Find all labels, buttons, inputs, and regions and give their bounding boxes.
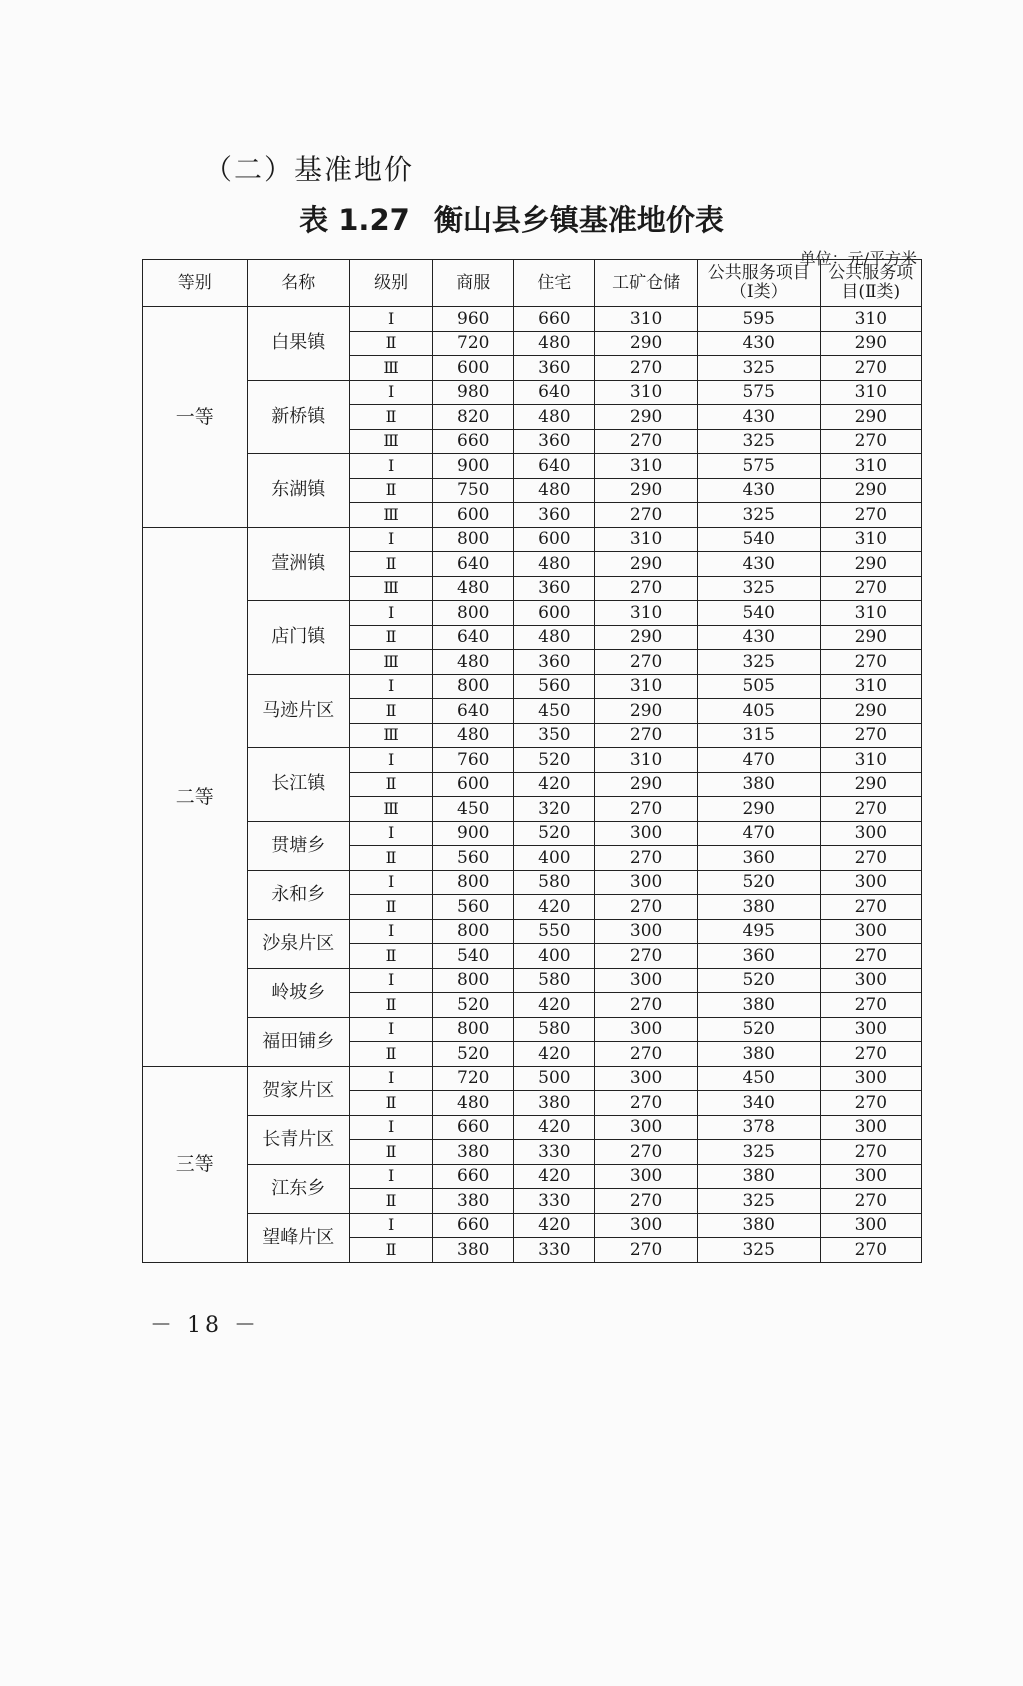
residential-price-cell: 400 [514,846,595,871]
public-service-1-price-cell: 325 [697,503,820,528]
industrial-price-cell: 310 [595,454,697,479]
public-service-2-price-cell: 290 [820,331,921,356]
industrial-price-cell: 290 [595,405,697,430]
level-cell: Ⅱ [350,1238,433,1263]
residential-price-cell: 520 [514,821,595,846]
commercial-price-cell: 800 [433,1017,514,1042]
industrial-price-cell: 300 [595,1066,697,1091]
industrial-price-cell: 310 [595,674,697,699]
commercial-price-cell: 600 [433,772,514,797]
header-public-service-1: 公共服务项目（Ⅰ类） [697,260,820,307]
town-name-cell: 长青片区 [247,1115,349,1164]
industrial-price-cell: 290 [595,625,697,650]
residential-price-cell: 580 [514,968,595,993]
residential-price-cell: 360 [514,356,595,381]
public-service-2-price-cell: 310 [820,748,921,773]
public-service-1-price-cell: 325 [697,650,820,675]
commercial-price-cell: 720 [433,1066,514,1091]
level-cell: Ⅰ [350,1066,433,1091]
level-cell: Ⅱ [350,1042,433,1067]
public-service-1-price-cell: 430 [697,552,820,577]
public-service-1-price-cell: 360 [697,846,820,871]
public-service-2-price-cell: 310 [820,380,921,405]
land-price-table [142,259,922,1263]
residential-price-cell: 420 [514,993,595,1018]
level-cell: Ⅱ [350,552,433,577]
commercial-price-cell: 560 [433,895,514,920]
commercial-price-cell: 800 [433,674,514,699]
industrial-price-cell: 300 [595,870,697,895]
public-service-2-price-cell: 270 [820,797,921,822]
industrial-price-cell: 310 [595,307,697,332]
header-public-service-2: 公共服务项目(Ⅱ类) [820,260,921,307]
header-row [143,260,922,307]
table-row [143,380,922,405]
industrial-price-cell: 290 [595,772,697,797]
residential-price-cell: 420 [514,1115,595,1140]
town-name-cell: 岭坡乡 [247,968,349,1017]
table-row [143,748,922,773]
commercial-price-cell: 660 [433,1213,514,1238]
residential-price-cell: 360 [514,576,595,601]
industrial-price-cell: 300 [595,821,697,846]
public-service-1-price-cell: 540 [697,601,820,626]
public-service-2-price-cell: 270 [820,576,921,601]
public-service-1-price-cell: 430 [697,625,820,650]
public-service-1-price-cell: 405 [697,699,820,724]
public-service-2-price-cell: 270 [820,993,921,1018]
level-cell: Ⅰ [350,1017,433,1042]
level-cell: Ⅲ [350,797,433,822]
public-service-1-price-cell: 495 [697,919,820,944]
public-service-1-price-cell: 380 [697,895,820,920]
public-service-2-price-cell: 290 [820,772,921,797]
public-service-2-price-cell: 290 [820,552,921,577]
level-cell: Ⅰ [350,1164,433,1189]
public-service-1-price-cell: 520 [697,1017,820,1042]
industrial-price-cell: 270 [595,797,697,822]
table-title [0,198,1023,239]
industrial-price-cell: 270 [595,503,697,528]
residential-price-cell: 330 [514,1140,595,1165]
public-service-1-price-cell: 380 [697,1213,820,1238]
commercial-price-cell: 800 [433,968,514,993]
public-service-1-price-cell: 430 [697,478,820,503]
level-cell: Ⅱ [350,331,433,356]
public-service-1-price-cell: 325 [697,1238,820,1263]
table-row [143,821,922,846]
town-name-cell: 望峰片区 [247,1213,349,1262]
public-service-2-price-cell: 310 [820,527,921,552]
public-service-2-price-cell: 310 [820,674,921,699]
town-name-cell: 贺家片区 [247,1066,349,1115]
table-row [143,307,922,332]
table-row [143,1066,922,1091]
commercial-price-cell: 560 [433,846,514,871]
table-row [143,1164,922,1189]
industrial-price-cell: 270 [595,429,697,454]
public-service-2-price-cell: 300 [820,1164,921,1189]
commercial-price-cell: 600 [433,356,514,381]
public-service-1-price-cell: 325 [697,429,820,454]
public-service-1-price-cell: 360 [697,944,820,969]
residential-price-cell: 480 [514,478,595,503]
public-service-2-price-cell: 290 [820,699,921,724]
industrial-price-cell: 300 [595,1017,697,1042]
table-row [143,674,922,699]
industrial-price-cell: 290 [595,699,697,724]
commercial-price-cell: 800 [433,919,514,944]
commercial-price-cell: 450 [433,797,514,822]
industrial-price-cell: 270 [595,1091,697,1116]
level-cell: Ⅱ [350,1189,433,1214]
industrial-price-cell: 270 [595,1042,697,1067]
public-service-2-price-cell: 270 [820,944,921,969]
industrial-price-cell: 270 [595,1189,697,1214]
residential-price-cell: 640 [514,380,595,405]
residential-price-cell: 480 [514,625,595,650]
level-cell: Ⅱ [350,1091,433,1116]
residential-price-cell: 380 [514,1091,595,1116]
table-row [143,527,922,552]
public-service-1-price-cell: 540 [697,527,820,552]
industrial-price-cell: 300 [595,1213,697,1238]
public-service-2-price-cell: 310 [820,307,921,332]
industrial-price-cell: 270 [595,723,697,748]
public-service-1-price-cell: 315 [697,723,820,748]
public-service-2-price-cell: 270 [820,1042,921,1067]
table-row [143,454,922,479]
public-service-2-price-cell: 270 [820,723,921,748]
header-tier: 等别 [143,260,248,307]
tier-cell: 二等 [143,527,248,1066]
public-service-2-price-cell: 270 [820,1189,921,1214]
industrial-price-cell: 290 [595,478,697,503]
header-name: 名称 [247,260,349,307]
public-service-2-price-cell: 300 [820,870,921,895]
residential-price-cell: 600 [514,527,595,552]
commercial-price-cell: 640 [433,699,514,724]
commercial-price-cell: 720 [433,331,514,356]
public-service-2-price-cell: 310 [820,601,921,626]
commercial-price-cell: 380 [433,1238,514,1263]
industrial-price-cell: 300 [595,968,697,993]
table-row [143,919,922,944]
level-cell: Ⅰ [350,870,433,895]
residential-price-cell: 420 [514,895,595,920]
industrial-price-cell: 270 [595,846,697,871]
table-title-text: 衡山县乡镇基准地价表 [433,203,724,237]
level-cell: Ⅱ [350,699,433,724]
public-service-2-price-cell: 270 [820,356,921,381]
residential-price-cell: 360 [514,429,595,454]
public-service-2-price-cell: 310 [820,454,921,479]
town-name-cell: 沙泉片区 [247,919,349,968]
level-cell: Ⅱ [350,944,433,969]
commercial-price-cell: 480 [433,1091,514,1116]
commercial-price-cell: 800 [433,601,514,626]
commercial-price-cell: 600 [433,503,514,528]
level-cell: Ⅰ [350,307,433,332]
town-name-cell: 马迹片区 [247,674,349,748]
commercial-price-cell: 660 [433,429,514,454]
public-service-1-price-cell: 380 [697,993,820,1018]
commercial-price-cell: 380 [433,1140,514,1165]
public-service-2-price-cell: 300 [820,1115,921,1140]
public-service-1-price-cell: 380 [697,1042,820,1067]
level-cell: Ⅰ [350,1115,433,1140]
public-service-2-price-cell: 300 [820,919,921,944]
residential-price-cell: 450 [514,699,595,724]
industrial-price-cell: 270 [595,1238,697,1263]
town-name-cell: 店门镇 [247,601,349,675]
residential-price-cell: 550 [514,919,595,944]
level-cell: Ⅱ [350,405,433,430]
level-cell: Ⅰ [350,748,433,773]
town-name-cell: 江东乡 [247,1164,349,1213]
residential-price-cell: 560 [514,674,595,699]
commercial-price-cell: 540 [433,944,514,969]
table-row [143,870,922,895]
commercial-price-cell: 520 [433,1042,514,1067]
public-service-2-price-cell: 270 [820,1140,921,1165]
industrial-price-cell: 270 [595,895,697,920]
public-service-2-price-cell: 300 [820,968,921,993]
commercial-price-cell: 660 [433,1164,514,1189]
public-service-1-price-cell: 450 [697,1066,820,1091]
residential-price-cell: 520 [514,748,595,773]
public-service-1-price-cell: 340 [697,1091,820,1116]
commercial-price-cell: 960 [433,307,514,332]
public-service-2-price-cell: 270 [820,503,921,528]
industrial-price-cell: 300 [595,919,697,944]
level-cell: Ⅰ [350,380,433,405]
industrial-price-cell: 310 [595,527,697,552]
public-service-1-price-cell: 575 [697,380,820,405]
residential-price-cell: 500 [514,1066,595,1091]
commercial-price-cell: 800 [433,870,514,895]
public-service-1-price-cell: 380 [697,1164,820,1189]
tier-cell: 一等 [143,307,248,528]
level-cell: Ⅲ [350,429,433,454]
public-service-1-price-cell: 505 [697,674,820,699]
table-title-number: 表 1.27 [299,203,410,237]
industrial-price-cell: 310 [595,748,697,773]
town-name-cell: 白果镇 [247,307,349,381]
residential-price-cell: 660 [514,307,595,332]
level-cell: Ⅲ [350,650,433,675]
commercial-price-cell: 900 [433,821,514,846]
commercial-price-cell: 750 [433,478,514,503]
public-service-1-price-cell: 380 [697,772,820,797]
residential-price-cell: 320 [514,797,595,822]
public-service-2-price-cell: 270 [820,650,921,675]
commercial-price-cell: 640 [433,625,514,650]
public-service-2-price-cell: 270 [820,1238,921,1263]
table-row [143,601,922,626]
town-name-cell: 新桥镇 [247,380,349,454]
commercial-price-cell: 480 [433,650,514,675]
residential-price-cell: 580 [514,1017,595,1042]
public-service-1-price-cell: 325 [697,1140,820,1165]
public-service-1-price-cell: 520 [697,870,820,895]
industrial-price-cell: 270 [595,944,697,969]
public-service-1-price-cell: 325 [697,1189,820,1214]
commercial-price-cell: 480 [433,723,514,748]
residential-price-cell: 580 [514,870,595,895]
residential-price-cell: 480 [514,405,595,430]
residential-price-cell: 330 [514,1238,595,1263]
public-service-2-price-cell: 290 [820,478,921,503]
commercial-price-cell: 380 [433,1189,514,1214]
header-commercial: 商服 [433,260,514,307]
industrial-price-cell: 270 [595,356,697,381]
town-name-cell: 永和乡 [247,870,349,919]
table-header [143,260,922,307]
residential-price-cell: 330 [514,1189,595,1214]
residential-price-cell: 420 [514,1213,595,1238]
public-service-1-price-cell: 290 [697,797,820,822]
residential-price-cell: 400 [514,944,595,969]
public-service-2-price-cell: 300 [820,1017,921,1042]
header-residential: 住宅 [514,260,595,307]
industrial-price-cell: 270 [595,993,697,1018]
public-service-2-price-cell: 270 [820,846,921,871]
commercial-price-cell: 820 [433,405,514,430]
level-cell: Ⅰ [350,527,433,552]
public-service-1-price-cell: 430 [697,405,820,430]
public-service-1-price-cell: 378 [697,1115,820,1140]
commercial-price-cell: 520 [433,993,514,1018]
public-service-1-price-cell: 325 [697,356,820,381]
industrial-price-cell: 310 [595,601,697,626]
public-service-1-price-cell: 595 [697,307,820,332]
commercial-price-cell: 760 [433,748,514,773]
table-row [143,1017,922,1042]
commercial-price-cell: 640 [433,552,514,577]
table-body [143,307,922,1263]
town-name-cell: 贯塘乡 [247,821,349,870]
industrial-price-cell: 270 [595,650,697,675]
level-cell: Ⅰ [350,968,433,993]
commercial-price-cell: 800 [433,527,514,552]
industrial-price-cell: 300 [595,1164,697,1189]
residential-price-cell: 420 [514,1164,595,1189]
public-service-2-price-cell: 300 [820,1213,921,1238]
public-service-1-price-cell: 470 [697,748,820,773]
commercial-price-cell: 980 [433,380,514,405]
level-cell: Ⅲ [350,723,433,748]
level-cell: Ⅱ [350,846,433,871]
public-service-2-price-cell: 270 [820,1091,921,1116]
public-service-2-price-cell: 270 [820,895,921,920]
commercial-price-cell: 900 [433,454,514,479]
tier-cell: 三等 [143,1066,248,1262]
table-row [143,1115,922,1140]
level-cell: Ⅲ [350,503,433,528]
unit-label: 单位：元/平方米 [799,249,917,268]
commercial-price-cell: 480 [433,576,514,601]
industrial-price-cell: 270 [595,1140,697,1165]
page-number: － 18 － [150,1313,260,1338]
level-cell: Ⅱ [350,772,433,797]
residential-price-cell: 420 [514,1042,595,1067]
industrial-price-cell: 290 [595,331,697,356]
level-cell: Ⅱ [350,993,433,1018]
level-cell: Ⅲ [350,576,433,601]
residential-price-cell: 360 [514,503,595,528]
public-service-2-price-cell: 300 [820,821,921,846]
town-name-cell: 萱洲镇 [247,527,349,601]
town-name-cell: 长江镇 [247,748,349,822]
public-service-1-price-cell: 470 [697,821,820,846]
level-cell: Ⅰ [350,1213,433,1238]
public-service-2-price-cell: 290 [820,405,921,430]
level-cell: Ⅰ [350,454,433,479]
residential-price-cell: 640 [514,454,595,479]
public-service-1-price-cell: 325 [697,576,820,601]
level-cell: Ⅰ [350,674,433,699]
industrial-price-cell: 270 [595,576,697,601]
level-cell: Ⅱ [350,895,433,920]
residential-price-cell: 600 [514,601,595,626]
section-heading: （二）基准地价 [204,153,415,186]
residential-price-cell: 360 [514,650,595,675]
level-cell: Ⅱ [350,478,433,503]
level-cell: Ⅱ [350,625,433,650]
public-service-1-price-cell: 575 [697,454,820,479]
industrial-price-cell: 300 [595,1115,697,1140]
header-level: 级别 [350,260,433,307]
public-service-2-price-cell: 290 [820,625,921,650]
residential-price-cell: 480 [514,331,595,356]
level-cell: Ⅰ [350,919,433,944]
table-row [143,968,922,993]
residential-price-cell: 350 [514,723,595,748]
public-service-1-price-cell: 430 [697,331,820,356]
industrial-price-cell: 310 [595,380,697,405]
commercial-price-cell: 660 [433,1115,514,1140]
level-cell: Ⅰ [350,821,433,846]
level-cell: Ⅲ [350,356,433,381]
table-row [143,1213,922,1238]
public-service-2-price-cell: 270 [820,429,921,454]
industrial-price-cell: 290 [595,552,697,577]
town-name-cell: 福田铺乡 [247,1017,349,1066]
public-service-1-price-cell: 520 [697,968,820,993]
public-service-2-price-cell: 300 [820,1066,921,1091]
town-name-cell: 东湖镇 [247,454,349,528]
residential-price-cell: 420 [514,772,595,797]
header-industrial: 工矿仓储 [595,260,697,307]
level-cell: Ⅰ [350,601,433,626]
residential-price-cell: 480 [514,552,595,577]
level-cell: Ⅱ [350,1140,433,1165]
